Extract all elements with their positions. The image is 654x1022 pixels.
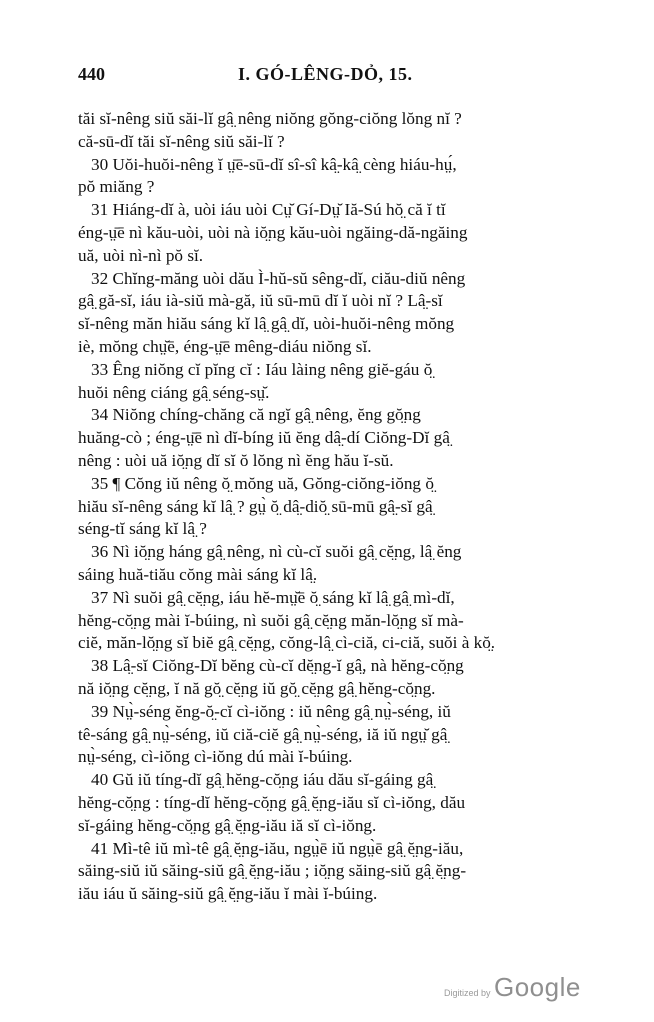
text-line: tê-sáng gâ̤ nṳ̀-séng, iŭ ciă-ciĕ gâ̤ nṳ̀-séng, iă iŭ ngṳ̆ gâ̤ [78, 724, 448, 744]
text-line: 41 Mì-tê iŭ mì-tê gâ̤ ĕ̤ng-iău, ngṳ̀ē iŭ ngṳ̀ē gâ̤ ĕ̤ng-iău, [91, 838, 464, 858]
text-line: 38 Lâ̤-sĭ Ciŏng-Dĭ bĕng cù-cĭ dĕ̤ng-ĭ gâ̤, nà hĕng-cŏ̤ng [91, 656, 464, 676]
text-line: uă, uòi nì-nì pŏ sĭ. [78, 245, 204, 265]
text-line: 36 Nì iŏ̤ng háng gâ̤ nêng, nì cù-cĭ suŏi gâ̤ cĕ̤ng, lâ̤ ĕng [91, 542, 462, 562]
page-header [78, 64, 590, 90]
text-line: iè, mŏng chṳ̆ē, éng-ṳ̄ē mêng-diáu niŏng sĭ. [78, 336, 372, 356]
text-line: sĭ-nêng măn hiău sáng kĭ lâ̤ gâ̤ dĭ, uòi-huŏi-nêng mŏng [78, 314, 455, 334]
google-logo: Google [494, 972, 581, 1002]
body-text [78, 108, 592, 906]
text-line: iău iáu ŭ săing-siŭ gâ̤ ĕ̤ng-iău ĭ mài ĭ-búing. [78, 884, 378, 904]
digitized-by-label: Digitized by [444, 988, 491, 998]
text-line: nêng : uòi uă iŏ̤ng dĭ sĭ ŏ lŏng nì ĕng hău ĭ-sŭ. [78, 450, 394, 470]
text-line: pŏ miăng ? [78, 177, 155, 197]
text-line: nă iŏ̤ng cĕ̤ng, ĭ nă gŏ̤ cĕ̤ng iŭ gŏ̤ cĕ̤ng gâ̤ hĕng-cŏ̤ng. [78, 678, 436, 698]
text-line: 39 Nṳ̀-séng ĕng-ŏ̤-cĭ cì-iŏng : iŭ nêng gâ̤ nṳ̀-séng, iŭ [91, 701, 451, 721]
digitized-watermark [444, 972, 584, 1008]
text-line: huŏi nêng ciáng gâ̤ séng-sṳ̆. [78, 382, 270, 402]
text-line: hĕng-cŏ̤ng : tíng-dĭ hĕng-cŏ̤ng gâ̤ ĕ̤ng-iău sĭ cì-iŏng, dău [78, 792, 466, 812]
text-line: hĕng-cŏ̤ng mài ĭ-búing, nì suŏi gâ̤ cĕ̤ng măn-lŏ̤ng sĭ mà- [78, 610, 464, 630]
text-line: săing-siŭ iŭ săing-siŭ gâ̤ ĕ̤ng-iău ; iŏ̤ng săing-siŭ gâ̤ ĕ̤ng- [78, 861, 467, 881]
text-line: huăng-cò ; éng-ṳ̄ē nì dĭ-bíng iŭ ĕng dâ̤-dí Ciŏng-Dĭ gâ̤ [78, 428, 450, 448]
page-number: 440 [78, 64, 105, 84]
text-line: éng-ṳ̄ē nì kău-uòi, uòi nà iŏ̤ng kău-uòi ngăing-dă-ngăing [78, 222, 468, 242]
text-line: 34 Niŏng chíng-chăng că ngĭ gâ̤ nêng, ĕng gŏ̤ng [91, 405, 421, 425]
text-line: hiău sĭ-nêng sáng kĭ lâ̤ ? gṳ̀ ŏ̤ dâ̤-diŏ̤ sū-mū gâ̤-sĭ gâ̤ [78, 496, 433, 516]
running-title: I. GÓ-LÊNG-DỎ, 15. [238, 64, 413, 84]
text-line: séng-tĭ sáng kĭ lâ̤ ? [78, 519, 207, 539]
text-line: 35 ¶ Cŏng iŭ nêng ŏ̤ mŏng uă, Gŏng-ciŏng-iŏng ŏ̤ [91, 473, 434, 493]
text-line: că-sū-dĭ tăi sĭ-nêng siŭ săi-lĭ ? [78, 131, 285, 151]
text-line: 31 Hiáng-dĭ à, uòi iáu uòi Cṳ̆ Gí-Dṳ̆ Iă-Sú hŏ̤ că ĭ tĭ [91, 200, 446, 220]
text-line: 40 Gŭ iŭ tíng-dĭ gâ̤ hĕng-cŏ̤ng iáu dău sĭ-gáing gâ̤ [91, 770, 434, 790]
text-line: 32 Chĭng-măng uòi dău Ì-hŭ-sŭ sêng-dĭ, ciău-diŭ nêng [91, 268, 466, 288]
text-line: 33 Êng niŏng cĭ pĭng cĭ : Iáu làing nêng giĕ-gáu ŏ̤ [91, 359, 433, 379]
text-line: nṳ̀-séng, cì-iŏng cì-iŏng dú mài ĭ-búing. [78, 747, 353, 767]
text-line: ciĕ, măn-lŏ̤ng sĭ biĕ gâ̤ cĕ̤ng, cŏng-lâ̤ cì-ciă, ci-ciă, suŏi à kŏ̤. [78, 633, 496, 653]
text-line: 37 Nì suŏi gâ̤ cĕ̤ng, iáu hĕ-mṳ̆ē ŏ̤ sáng kĭ lâ̤ gâ̤ mì-dĭ, [91, 587, 455, 607]
text-line: 30 Uŏi-huŏi-nêng ĭ ṳ̄ē-sū-dĭ sî-sî kâ̤-kâ̤ cèng hiáu-hṳ́, [91, 154, 457, 174]
text-line: sáing huă-tiău cŏng mài sáng kĭ lâ̤. [78, 564, 318, 584]
text-line: tăi sĭ-nêng siŭ săi-lĭ gâ̤ nêng niŏng gŏng-ciŏng lŏng nĭ ? [78, 109, 462, 128]
text-line: gâ̤ gă-sĭ, iáu ià-siŭ mà-gă, iŭ sū-mū dĭ ĭ uòi nĭ ? Lâ̤-sĭ [78, 291, 443, 311]
text-line: sĭ-gáing hĕng-cŏ̤ng gâ̤ ĕ̤ng-iău iă sĭ cì-iŏng. [78, 815, 377, 835]
